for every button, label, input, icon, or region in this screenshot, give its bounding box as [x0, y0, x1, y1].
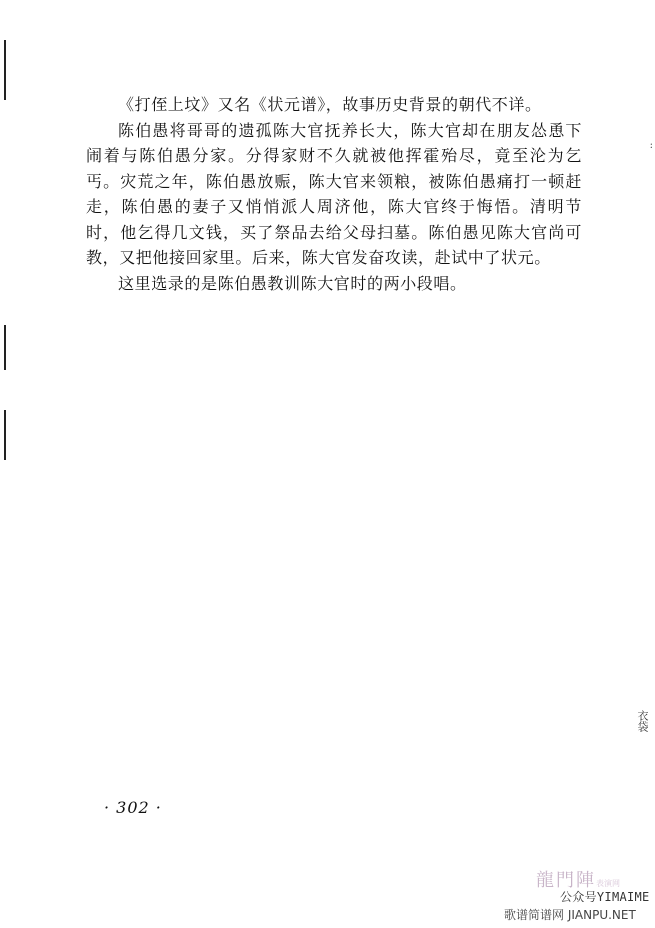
watermark-site: 歌谱简谱网 JIANPU.NET [504, 908, 636, 922]
watermark-logo-small: 表演网 [596, 879, 620, 888]
binding-mark [4, 325, 6, 370]
right-edge-text: 衣袋 [636, 710, 649, 732]
binding-mark [4, 410, 6, 460]
watermark-logo-text: 龍門陣 [536, 870, 596, 891]
paragraph-selection-note: 这里选录的是陈伯愚教训陈大官时的两小段唱。 [118, 273, 467, 293]
binding-mark [4, 40, 6, 100]
watermark-account: 公众号YIMAIME [560, 890, 650, 904]
paragraph-intro: 《打侄上坟》又名《状元谱》，故事历史背景的朝代不详。 [118, 95, 542, 114]
paragraph-story: 陈伯愚将哥哥的遗孤陈大官抚养长大，陈大官却在朋友怂恿下闹着与陈伯愚分家。分得家财不久就被他挥霍殆尽，竟至沦为乞丐。灾荒之年，陈伯愚放赈，陈大官来领粮，被陈伯愚痛打一顿赶走，陈伯愚的妻子又悄悄派人周济他，陈大官终于悔悟。清明节时，他乞得几文钱，买了祭品去给父母扫墓。陈伯愚见陈大官尚可教，又把他接回家里。后来，陈大官发奋攻读，赴试中了状元。 [86, 120, 582, 267]
edge-tick: : [649, 140, 653, 151]
page-number: · 302 · [104, 798, 162, 817]
body-text [86, 92, 582, 296]
